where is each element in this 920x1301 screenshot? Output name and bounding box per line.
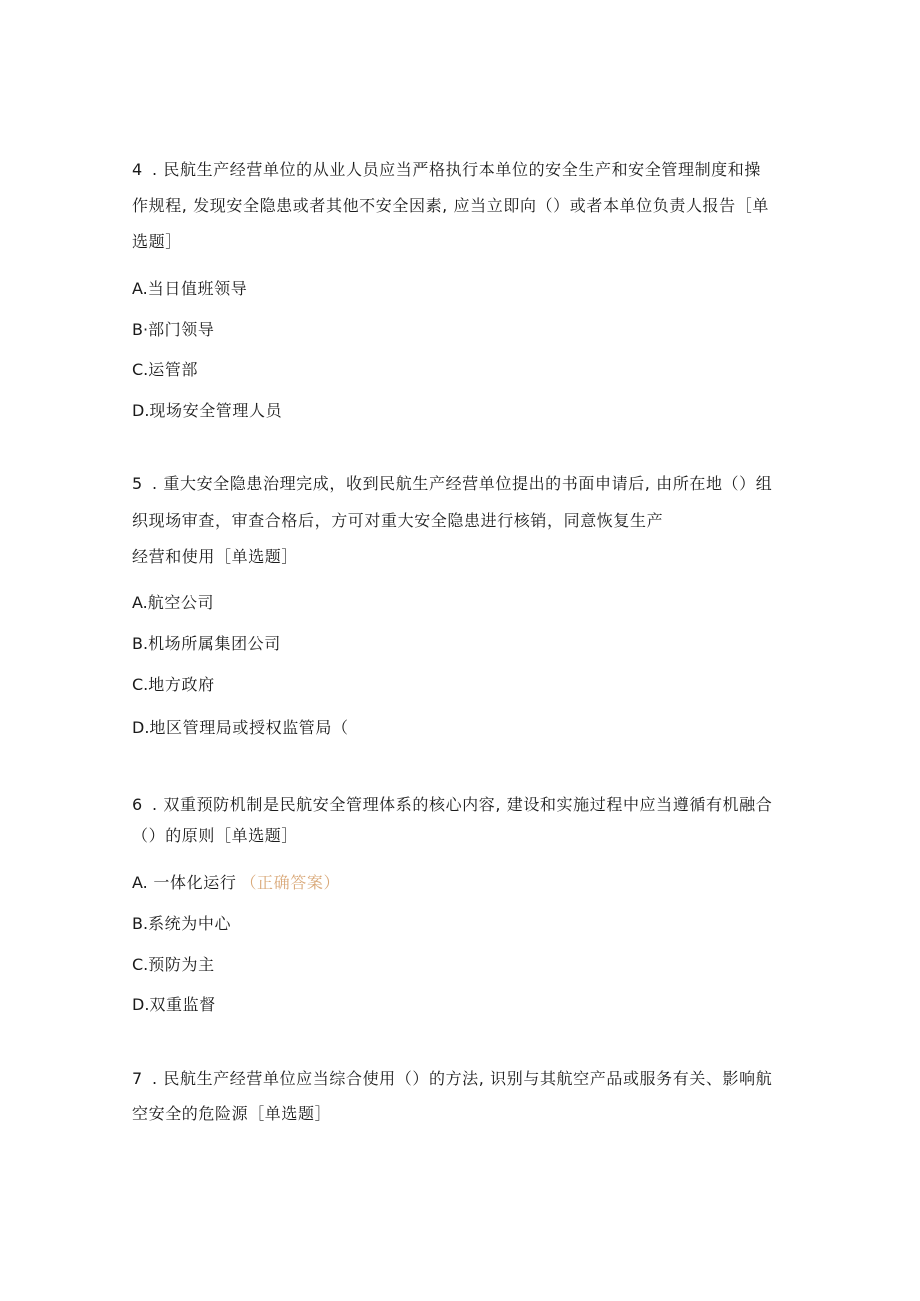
option-text: 当日值班领导 xyxy=(147,279,248,298)
question-text: . 重大安全隐患治理完成，收到民航生产经营单位提出的书面申请后, 由所在地（）组 xyxy=(152,474,773,493)
option-text: 预防为主 xyxy=(148,955,215,974)
option-letter: A. xyxy=(132,279,148,298)
question-number: 4 xyxy=(132,160,143,179)
question-5-option-d[interactable] xyxy=(132,718,349,738)
option-text: 部门领导 xyxy=(148,320,215,339)
correct-answer-label: （正确答案） xyxy=(240,873,341,892)
question-text: . 民航生产经营单位的从业人员应当严格执行本单位的安全生产和安全管理制度和操 xyxy=(152,160,761,179)
question-number: 6 xyxy=(132,795,143,814)
option-letter: A. xyxy=(132,593,148,612)
question-4-option-d[interactable] xyxy=(132,401,282,421)
question-6-option-b[interactable] xyxy=(132,914,231,934)
question-4-line-3: 选题］ xyxy=(132,232,182,251)
question-5-option-c[interactable] xyxy=(132,675,215,695)
question-5-option-b[interactable] xyxy=(132,634,281,654)
option-letter: B. xyxy=(132,634,149,653)
question-6-option-a[interactable] xyxy=(132,873,340,893)
question-6-line-1 xyxy=(132,795,772,815)
option-text: 机场所属集团公司 xyxy=(148,634,281,653)
question-4-option-b[interactable] xyxy=(132,320,214,340)
question-5-line-3: 经营和使用［单选题］ xyxy=(132,547,299,566)
question-number: 7 xyxy=(132,1069,143,1088)
option-text: 运管部 xyxy=(148,360,199,379)
question-number: 5 xyxy=(132,474,143,493)
question-6-option-d[interactable] xyxy=(132,995,216,1015)
option-letter: A. xyxy=(132,873,148,892)
option-text: 一体化运行 xyxy=(147,873,237,892)
option-text: 地区管理局或授权监管局（ xyxy=(149,718,349,737)
question-4-option-a[interactable] xyxy=(132,279,247,299)
option-letter: C. xyxy=(132,360,149,379)
option-letter: C. xyxy=(132,955,149,974)
question-4-line-2: 作规程, 发现安全隐患或者其他不安全因素, 应当立即向（）或者本单位负责人报告［单 xyxy=(132,196,769,215)
option-text: 地方政府 xyxy=(148,675,215,694)
question-7-line-2: 空安全的危险源［单选题］ xyxy=(132,1104,332,1123)
question-4-line-1 xyxy=(132,160,761,180)
question-text: . 双重预防机制是民航安全管理体系的核心内容, 建设和实施过程中应当遵循有机融合 xyxy=(152,795,773,814)
question-5-line-1 xyxy=(132,474,772,494)
option-text: 现场安全管理人员 xyxy=(149,401,283,420)
option-letter: B. xyxy=(132,914,149,933)
option-letter: D. xyxy=(132,718,150,737)
question-5-line-2: 织现场审查，审查合格后，方可对重大安全隐患进行核销，同意恢复生产 xyxy=(132,511,664,530)
option-letter: B· xyxy=(132,320,149,339)
option-text: 系统为中心 xyxy=(148,914,232,933)
question-5-option-a[interactable] xyxy=(132,593,214,613)
question-6-option-c[interactable] xyxy=(132,955,215,975)
question-7-line-1 xyxy=(132,1069,772,1089)
question-6-line-2: （）的原则［单选题］ xyxy=(132,826,299,845)
option-letter: D. xyxy=(132,995,150,1014)
option-text: 双重监督 xyxy=(149,995,216,1014)
option-letter: D. xyxy=(132,401,150,420)
option-text: 航空公司 xyxy=(147,593,215,612)
option-letter: C. xyxy=(132,675,149,694)
question-text: . 民航生产经营单位应当综合使用（）的方法, 识别与其航空产品或服务有关、影响航 xyxy=(152,1069,773,1088)
question-4-option-c[interactable] xyxy=(132,360,198,380)
